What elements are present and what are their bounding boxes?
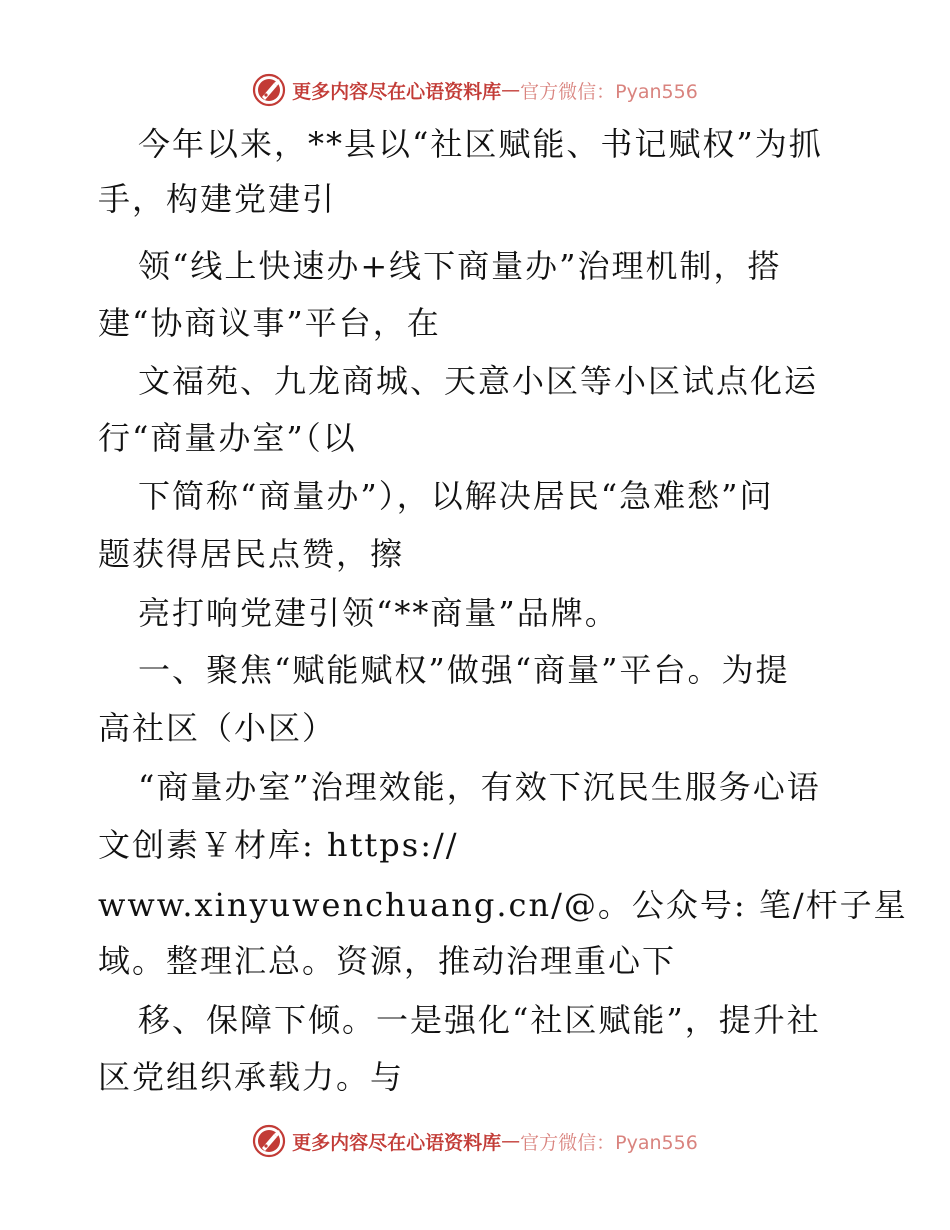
pen-nib-logo-icon [252, 1124, 286, 1158]
footer-banner [0, 1121, 950, 1161]
text-line: 行“商量办室”（以 [98, 419, 357, 457]
text-line: 今年以来，**县以“社区赋能、书记赋权”为抓 [138, 125, 823, 163]
banner-title: 更多内容尽在心语资料库 [292, 80, 502, 103]
header-banner [0, 70, 950, 110]
text-line: 域。整理汇总。资源，推动治理重心下 [98, 942, 677, 980]
banner-wechat: 官方微信：Pyan556 [520, 80, 698, 103]
pen-nib-logo-icon [252, 73, 286, 107]
text-line: 题获得居民点赞，擦 [98, 535, 405, 573]
text-line: 领“线上快速办+线下商量办”治理机制，搭 [138, 247, 782, 285]
text-line: 文创素￥材库: https:// [98, 826, 459, 864]
text-line: 移、保障下倾。一是强化“社区赋能”，提升社 [138, 1001, 821, 1039]
text-line: 高社区（小区） [98, 709, 337, 747]
banner-dash: — [501, 79, 521, 101]
text-line: “商量办室”治理效能，有效下沉民生服务心语 [138, 768, 821, 806]
text-line: 区党组织承载力。与 [98, 1058, 405, 1096]
text-line: 亮打响党建引领“**商量”品牌。 [138, 594, 619, 632]
banner-title: 更多内容尽在心语资料库 [292, 1131, 502, 1154]
banner-dash: — [501, 1130, 521, 1152]
banner-wechat: 官方微信：Pyan556 [520, 1131, 698, 1154]
text-line: 一、聚焦“赋能赋权”做强“商量”平台。为提 [138, 651, 790, 689]
text-line: 手，构建党建引 [98, 180, 337, 218]
text-line: 下简称“商量办”），以解决居民“急难愁”问 [138, 477, 774, 515]
text-line: www.xinyuwenchuang.cn/@。公众号: 笔/杆子星 [98, 886, 908, 924]
text-line: 建“协商议事”平台，在 [98, 304, 441, 342]
text-line: 文福苑、九龙商城、天意小区等小区试点化运 [138, 362, 819, 400]
